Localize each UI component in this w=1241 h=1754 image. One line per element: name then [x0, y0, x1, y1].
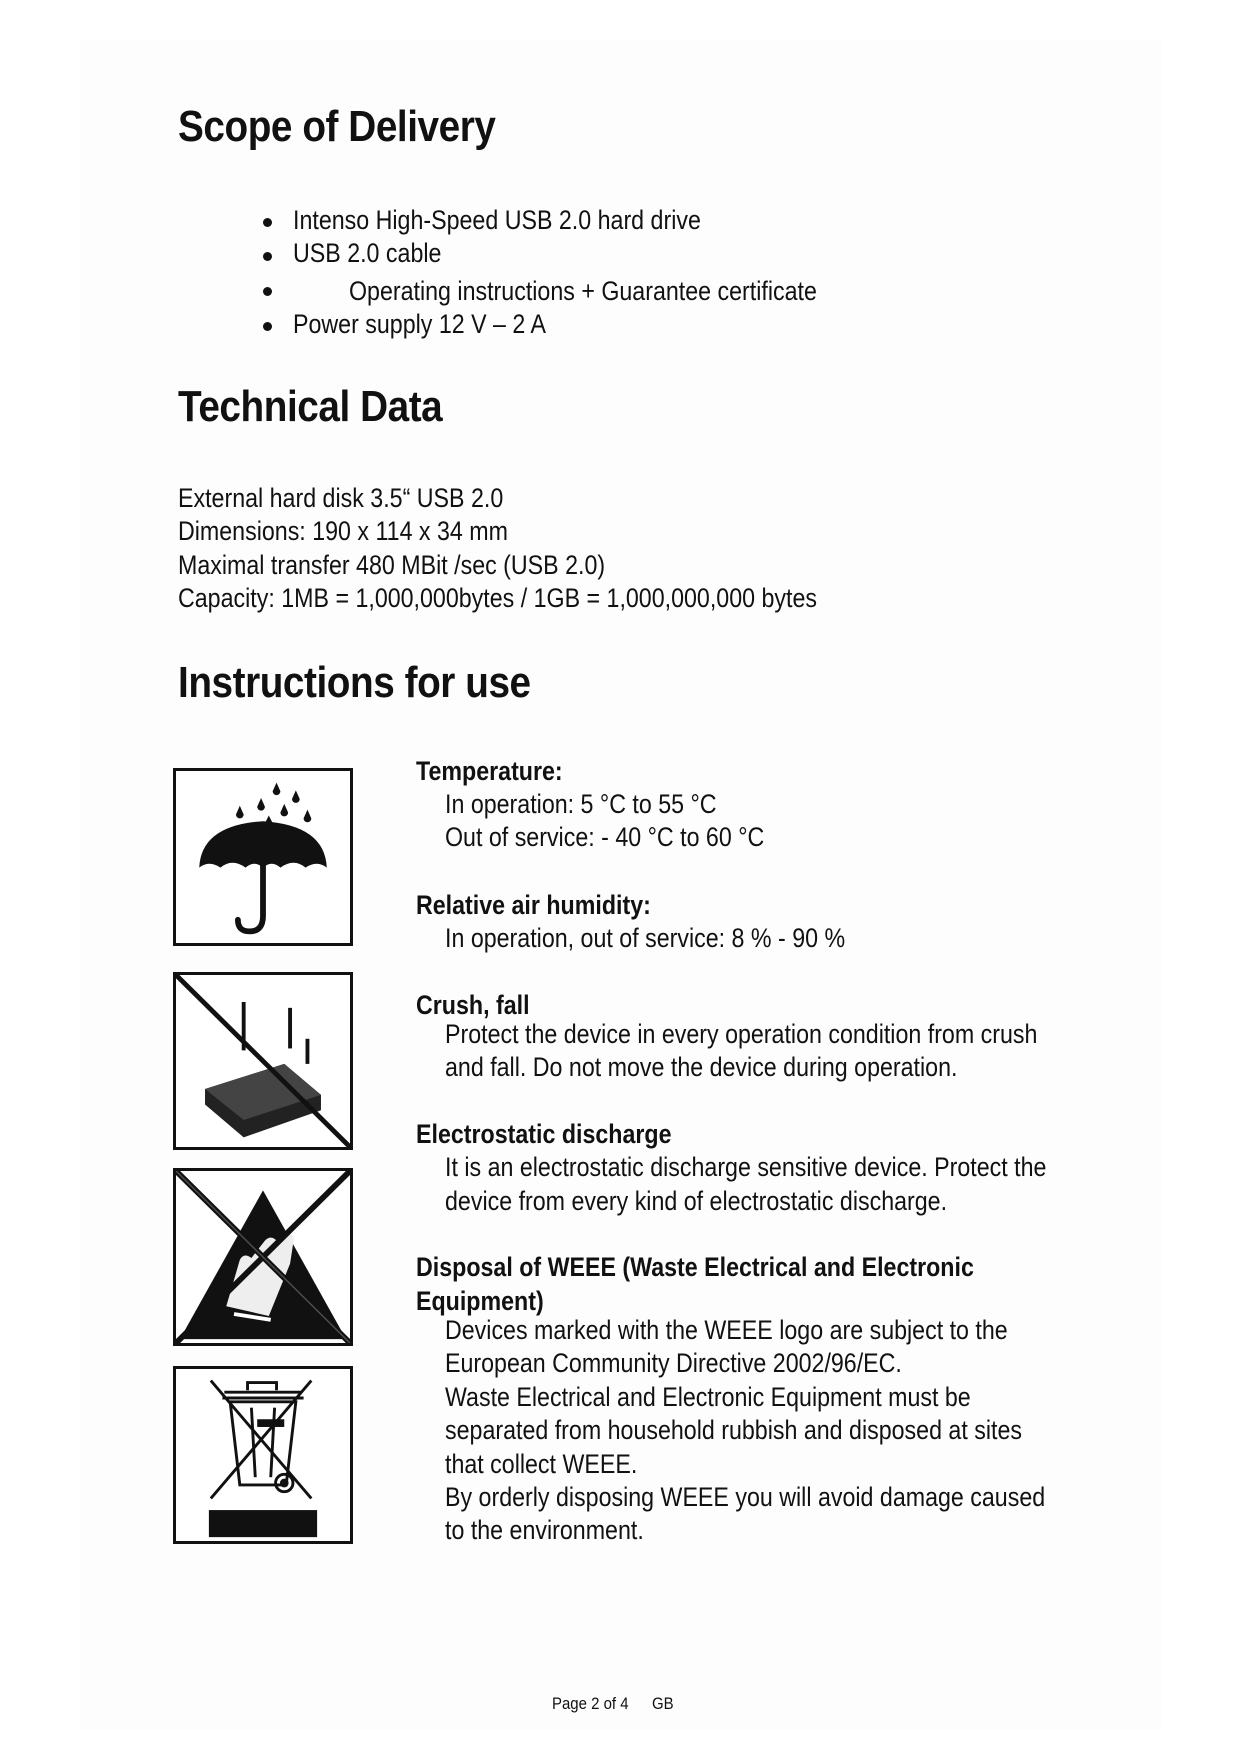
- weee-title: Disposal of WEEE (Waste Electrical and Electronic: [416, 1252, 974, 1282]
- crush-title: Crush, fall: [416, 990, 530, 1020]
- weee-bin-icon: [173, 1366, 353, 1544]
- scope-item: USB 2.0 cable: [293, 238, 442, 268]
- weee-line: separated from household rubbish and disposed at sites: [445, 1415, 1023, 1445]
- humidity-title: Relative air humidity:: [416, 890, 651, 920]
- bullet-dot: [263, 218, 272, 227]
- footer-page-number: Page 2 of 4: [552, 1694, 629, 1713]
- esd-warning-icon: [173, 1168, 353, 1346]
- weee-line: to the environment.: [445, 1515, 644, 1545]
- weee-line: that collect WEEE.: [445, 1449, 638, 1479]
- bullet-dot: [263, 287, 272, 296]
- scope-item: Intenso High-Speed USB 2.0 hard drive: [293, 205, 701, 235]
- esd-line: It is an electrostatic discharge sensitive device. Protect the: [445, 1152, 1047, 1182]
- technical-heading: Technical Data: [178, 382, 443, 431]
- scope-item: Operating instructions + Guarantee certificate: [349, 276, 817, 306]
- weee-line: European Community Directive 2002/96/EC.: [445, 1348, 902, 1378]
- weee-line: Waste Electrical and Electronic Equipment must be: [445, 1382, 971, 1412]
- technical-line: Capacity: 1MB = 1,000,000bytes / 1GB = 1,000,000,000 bytes: [178, 583, 817, 613]
- no-crush-fall-icon: [173, 972, 353, 1150]
- temperature-line: In operation: 5 °C to 55 °C: [445, 789, 717, 819]
- technical-line: External hard disk 3.5“ USB 2.0: [178, 483, 504, 513]
- technical-line: Dimensions: 190 x 114 x 34 mm: [178, 516, 508, 546]
- scope-heading: Scope of Delivery: [178, 102, 496, 151]
- scope-item: Power supply 12 V – 2 A: [293, 309, 547, 339]
- umbrella-icon: [173, 768, 353, 946]
- esd-line: device from every kind of electrostatic discharge.: [445, 1186, 948, 1216]
- instructions-heading: Instructions for use: [178, 658, 531, 707]
- humidity-line: In operation, out of service: 8 % - 90 %: [445, 923, 846, 953]
- technical-line: Maximal transfer 480 MBit /sec (USB 2.0): [178, 550, 606, 580]
- weee-title: Equipment): [416, 1286, 544, 1316]
- weee-line: Devices marked with the WEEE logo are subject to the: [445, 1315, 1008, 1345]
- temperature-title: Temperature:: [416, 756, 563, 786]
- crush-line: Protect the device in every operation condition from crush: [445, 1019, 1038, 1049]
- crush-line: and fall. Do not move the device during operation.: [445, 1052, 958, 1082]
- weee-line: By orderly disposing WEEE you will avoid damage caused: [445, 1482, 1046, 1512]
- bullet-dot: [263, 252, 272, 261]
- esd-title: Electrostatic discharge: [416, 1119, 672, 1149]
- bullet-dot: [263, 322, 272, 331]
- temperature-line: Out of service: - 40 °C to 60 °C: [445, 822, 765, 852]
- footer-language: GB: [652, 1694, 674, 1713]
